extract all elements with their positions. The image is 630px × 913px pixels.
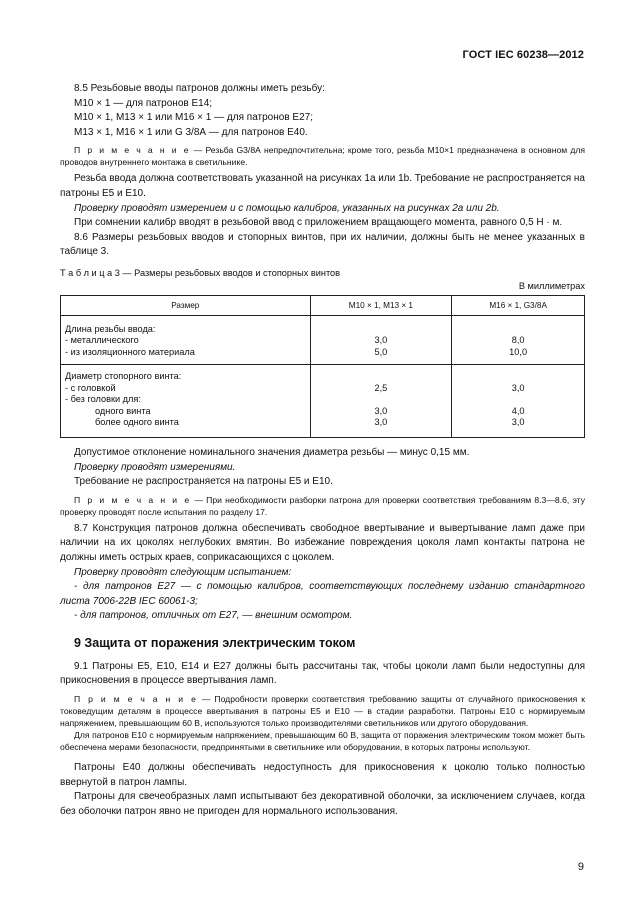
paragraph: Патроны для свечеобразных ламп испытывают без декоративной оболочки, за исключением случаев, когда без оболочки патрон явно не пригоден для нормального использования. bbox=[60, 791, 585, 817]
paragraph: Патроны Е40 должны обеспечивать недоступность для прикосновения к цоколю только полностью ввернутой в патрон лампы. bbox=[60, 762, 585, 788]
note-label: П р и м е ч а н и е bbox=[74, 494, 192, 505]
cell-value: 8,0 bbox=[511, 335, 525, 346]
note-text: — Подробности проверки соответствия требованию защиты от случайного прикосновения к токоведущим деталям в процессе ввертывания в патроны Е5 и Е10 — в стадии разработки. Патроны Е10 с нормируемым напряжением, превышающим 60 В, используются только производителями светильников или другого оборудования. bbox=[60, 694, 586, 729]
document-header: ГОСТ IEC 60238—2012 bbox=[462, 49, 584, 61]
paragraph: Допустимое отклонение номинального значения диаметра резьбы — минус 0,15 мм. bbox=[74, 446, 470, 458]
note-text: — При необходимости разборки патрона для проверки соответствия требованиям 8.3—8.6, эту проверку проводят после испытания по разделу 17. bbox=[60, 494, 586, 517]
test-item: - для патронов Е27 — с помощью калибров, соответствующих последнему изданию стандартного листа 7006-22В IEC 60061-3; bbox=[60, 581, 585, 607]
clause-8-7: 8.7 Конструкция патронов должна обеспечивать свободное ввертывание и вывертывание ламп даже при наличии на их цоколях неглубоких вмятин. Во избежание повреждения цоколя ламп контакты патрона не должны иметь острых краев, соприкасающихся с цоколем. bbox=[60, 522, 585, 563]
cell-value: 4,0 bbox=[511, 405, 525, 416]
column-header: М10 × 1, М13 × 1 bbox=[310, 295, 452, 315]
row-label: - из изоляционного материала bbox=[65, 346, 195, 357]
test-paragraph: Проверку проводят следующим испытанием: bbox=[74, 566, 292, 578]
clause-9-1: 9.1 Патроны Е5, Е10, Е14 и Е27 должны быть рассчитаны так, чтобы цоколи ламп были недоступны для прикосновения в процессе ввертывания ламп. bbox=[60, 660, 585, 687]
cell-value: 10,0 bbox=[509, 346, 528, 357]
cell-value: 3,0 bbox=[511, 417, 525, 428]
row-label: более одного винта bbox=[95, 417, 179, 428]
main-content bbox=[60, 82, 585, 819]
row-label: - металлического bbox=[65, 335, 139, 346]
note bbox=[60, 693, 585, 729]
note-continuation: Для патронов Е10 с нормируемым напряжением, превышающим 60 В, защита от поражения электрическим током может быть обеспечена мерами безопасности, предпринятыми в светильнике или оборудовании, в которых патроны используют. bbox=[60, 730, 585, 753]
note-label: П р и м е ч а н и е bbox=[74, 145, 191, 156]
table-caption: Т а б л и ц а 3 — Размеры резьбовых вводов и стопорных винтов bbox=[60, 267, 341, 278]
page-number: 9 bbox=[577, 861, 584, 873]
column-header: М16 × 1, G3/8А bbox=[452, 295, 585, 315]
paragraph: Требование не распространяется на патроны Е5 и Е10. bbox=[74, 476, 333, 488]
cell-value: 2,5 bbox=[374, 382, 388, 393]
cell-value: 3,0 bbox=[374, 417, 388, 428]
row-label: одного винта bbox=[95, 405, 151, 416]
test-item: - для патронов, отличных от Е27, — внешним осмотром. bbox=[74, 610, 353, 622]
cell-value: 5,0 bbox=[374, 346, 388, 357]
cell-value: 3,0 bbox=[374, 405, 388, 416]
cell-value: 3,0 bbox=[374, 335, 388, 346]
group-label: Длина резьбы ввода: bbox=[65, 323, 156, 334]
row-label: - с головкой bbox=[65, 382, 116, 393]
test-paragraph: Проверку проводят измерениями. bbox=[74, 461, 236, 473]
section-heading: 9 Защита от поражения электрическим током bbox=[74, 635, 356, 650]
clause-8-6-intro: 8.6 Размеры резьбовых вводов и стопорных винтов, при их наличии, должны быть не менее указанных в таблице 3. bbox=[60, 231, 585, 258]
note-label: П р и м е ч а н и е bbox=[74, 694, 198, 705]
thread-list-item: М10 × 1 — для патронов Е14; bbox=[74, 97, 213, 109]
table-row bbox=[61, 315, 585, 365]
thread-list-item: М10 × 1, М13 × 1 или М16 × 1 — для патронов Е27; bbox=[74, 112, 313, 124]
table-row bbox=[61, 365, 585, 438]
cell-value: 3,0 bbox=[511, 382, 525, 393]
paragraph: При сомнении калибр вводят в резьбовой ввод с приложением вращающего момента, равного 0,5 Н · м. bbox=[74, 217, 563, 229]
paragraph: Резьба ввода должна соответствовать указанной на рисунках 1а или 1b. Требование не распространяется на патроны Е5 и Е10. bbox=[60, 173, 585, 199]
thread-list-item: М13 × 1, М16 × 1 или G 3/8А — для патронов Е40. bbox=[74, 126, 308, 138]
table-header-row bbox=[61, 295, 585, 315]
dimensions-table bbox=[60, 295, 585, 438]
note bbox=[60, 144, 585, 168]
note-text: — Резьба G3/8А непредпочтительна; кроме того, резьба М10×1 предназначена в основном для проводов внутреннего монтажа в светильнике. bbox=[60, 145, 585, 168]
group-label: Диаметр стопорного винта: bbox=[65, 371, 182, 382]
note bbox=[60, 494, 585, 518]
column-header: Размер bbox=[61, 295, 311, 315]
table-unit: В миллиметрах bbox=[518, 280, 585, 291]
clause-8-5-intro: 8.5 Резьбовые вводы патронов должны иметь резьбу: bbox=[74, 83, 325, 94]
row-label: - без головки для: bbox=[65, 394, 141, 405]
test-paragraph: Проверку проводят измерением и с помощью калибров, указанных на рисунках 2а или 2b. bbox=[74, 202, 500, 214]
